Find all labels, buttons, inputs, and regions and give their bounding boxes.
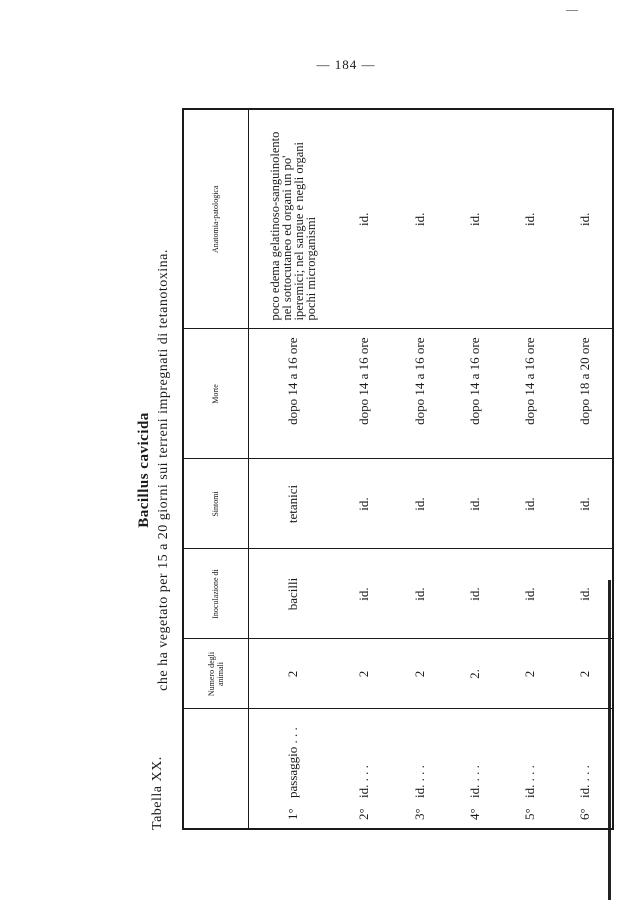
cell-passaggio-text: passaggio . . . [284,727,300,798]
page-number: — 184 — [316,57,376,72]
table-header-row [183,109,248,829]
cell-inoculazione: id. [447,549,502,639]
table-label: Tabella XX. [150,756,165,830]
cell-morte: dopo 18 a 20 ore [558,329,613,459]
cell-anatomia: id. [558,109,613,329]
cell-passaggio [392,709,447,829]
header-inoculazione: Inoculazione di [183,549,248,639]
cell-sintomi: tetanici [248,459,337,549]
header-numero: Numero degli animali [183,639,248,709]
cell-ordinal: 5° [522,808,538,820]
cell-numero: 2 [392,639,447,709]
header-morte: Morte [183,329,248,459]
cell-numero: 2 [502,639,557,709]
cell-inoculazione: id. [502,549,557,639]
cell-passaggio-text: id. . . . [576,765,592,798]
cell-sintomi: id. [447,459,502,549]
cell-numero: 2 [558,639,613,709]
table-row [558,109,613,829]
cell-ordinal: 3° [411,808,427,820]
cell-sintomi: id. [337,459,392,549]
cell-passaggio [558,709,613,829]
cell-anatomia [248,109,337,329]
cell-morte: dopo 14 a 16 ore [502,329,557,459]
cell-passaggio-text: id. . . . [466,765,482,798]
cell-sintomi: id. [558,459,613,549]
cell-inoculazione: bacilli [248,549,337,639]
cell-anatomia: id. [502,109,557,329]
cell-morte: dopo 14 a 16 ore [447,329,502,459]
table-row [248,109,337,829]
cell-anatomia-text: poco edema gelatinoso-sanguinolento nel sottocutaneo ed organi un po' iperemici; nel sangue e negli organi pochi microrganismi [267,131,318,321]
cell-inoculazione: id. [392,549,447,639]
header-sintomi: Sintomi [183,459,248,549]
table-row [392,109,447,829]
cell-anatomia: id. [337,109,392,329]
cell-numero: 2 [248,639,337,709]
table-row [337,109,392,829]
table-row [502,109,557,829]
cell-numero: 2 [337,639,392,709]
cell-sintomi: id. [502,459,557,549]
cell-morte: dopo 14 a 16 ore [392,329,447,459]
cell-morte: dopo 14 a 16 ore [248,329,337,459]
table-title: Bacillus cavicida [136,412,152,528]
cell-passaggio [447,709,502,829]
cell-ordinal: 6° [576,808,592,820]
cell-numero: 2. [447,639,502,709]
cell-ordinal: 2° [356,808,372,820]
cell-anatomia: id. [447,109,502,329]
cell-passaggio-text: id. . . . [522,765,538,798]
cell-passaggio-text: id. . . . [411,765,427,798]
data-table [182,108,614,830]
cell-inoculazione: id. [558,549,613,639]
header-anatomia: Anatomia-patologica [183,109,248,329]
header-passaggio [183,709,248,829]
rotated-table-block [136,110,620,830]
cell-ordinal: 4° [466,808,482,820]
cell-morte: dopo 14 a 16 ore [337,329,392,459]
cell-passaggio [248,709,337,829]
table-subtitle: che ha vegetato per 15 a 20 giorni sui terreni impregnati di tetanotoxina. [156,249,171,691]
cell-ordinal: 1° [284,808,300,820]
cell-inoculazione: id. [337,549,392,639]
cell-passaggio [502,709,557,829]
cell-passaggio [337,709,392,829]
table-row [447,109,502,829]
page-edge-mark [566,10,578,11]
cell-sintomi: id. [392,459,447,549]
cell-passaggio-text: id. . . . [356,765,372,798]
cell-anatomia: id. [392,109,447,329]
